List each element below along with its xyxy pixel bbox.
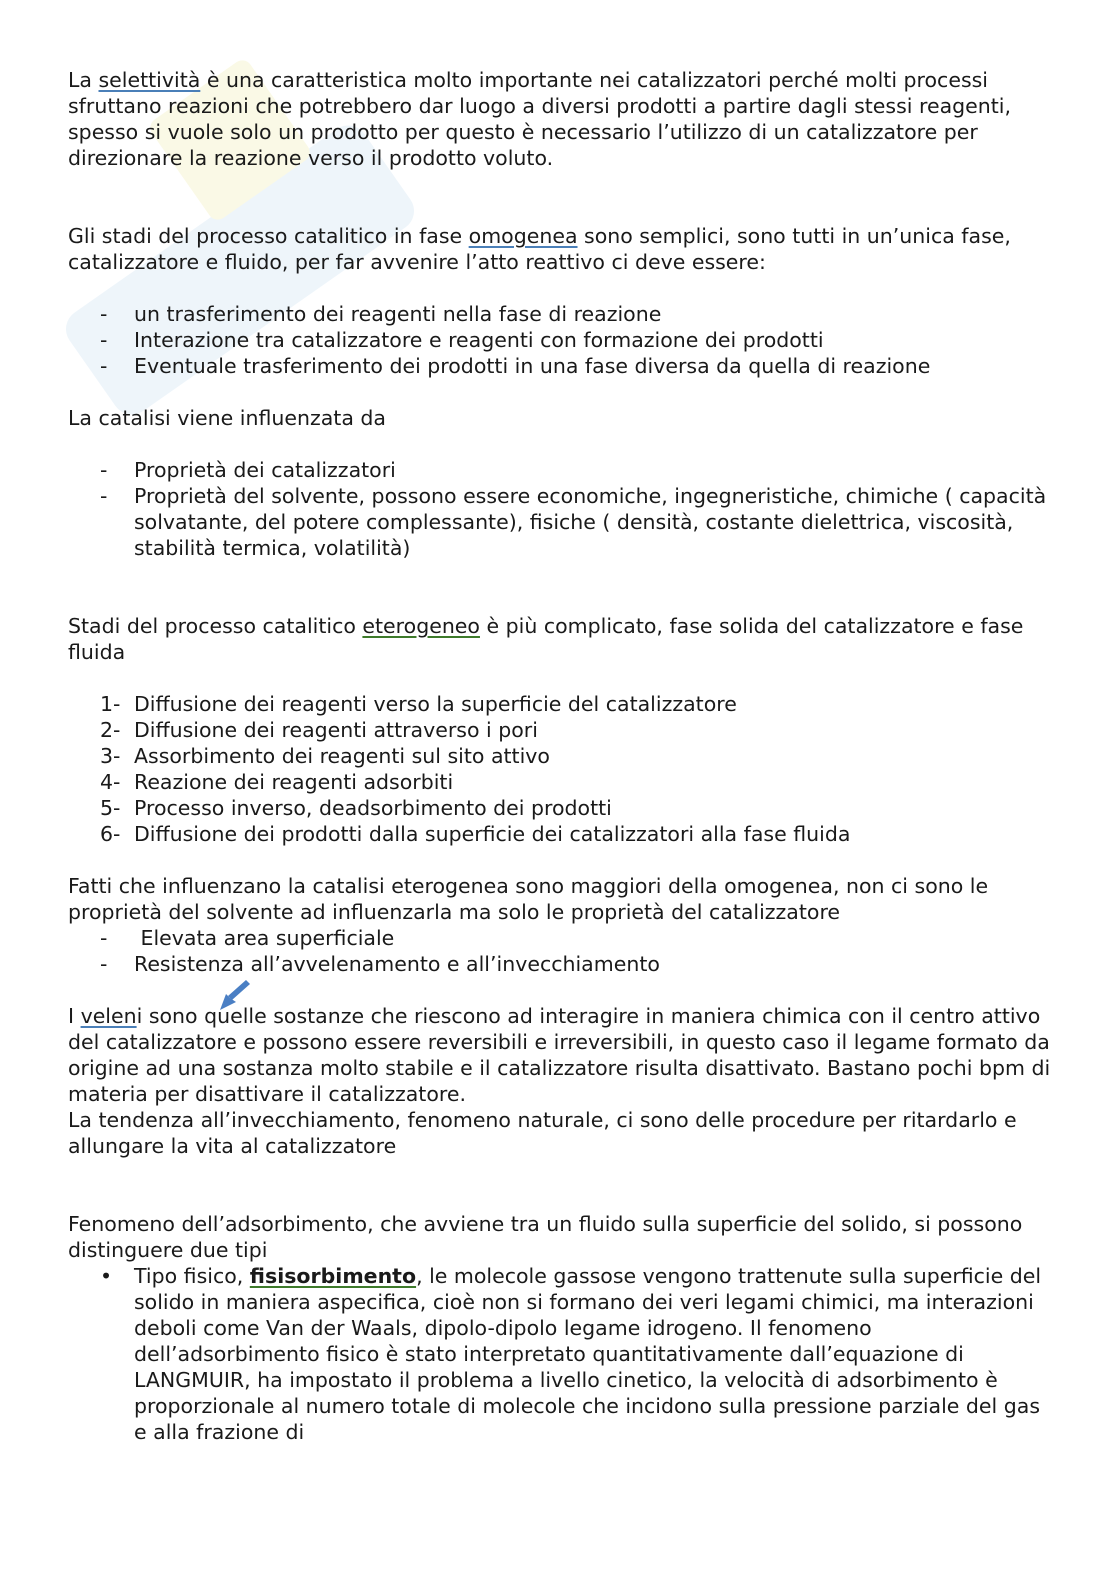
list-item <box>68 925 1058 951</box>
list-text: un trasferimento dei reagenti nella fase di reazione <box>134 302 662 326</box>
paragraph-selettivita <box>68 67 1058 171</box>
text: Gli stadi del processo catalitico in fase <box>68 224 469 248</box>
list-item <box>68 691 1058 717</box>
list-marker: - <box>100 302 108 326</box>
list-item <box>68 743 1058 769</box>
list-text: Assorbimento dei reagenti sul sito attivo <box>134 744 550 768</box>
list-text: Elevata area superficiale <box>134 926 395 950</box>
list-text: Interazione tra catalizzatore e reagenti con formazione dei prodotti <box>134 328 824 352</box>
list-influenze <box>68 457 1058 561</box>
list-marker: - <box>100 952 108 976</box>
list-marker: - <box>100 926 108 950</box>
list-item <box>68 795 1058 821</box>
list-omogenea <box>68 301 1058 379</box>
list-marker: - <box>100 458 108 482</box>
list-marker: 5- <box>100 796 121 820</box>
paragraph-fatti: Fatti che influenzano la catalisi eterogenea sono maggiori della omogenea, non ci sono le proprietà del solvente ad influenzarla ma solo le proprietà del catalizzatore <box>68 874 989 924</box>
list-marker: - <box>100 328 108 352</box>
list-item <box>68 457 1058 483</box>
paragraph-invecchiamento: La tendenza all’invecchiamento, fenomeno naturale, ci sono delle procedure per ritardarlo e allungare la vita al catalizzatore <box>68 1108 1017 1158</box>
list-item <box>68 821 1058 847</box>
list-marker: - <box>100 484 108 508</box>
list-text: Diffusione dei prodotti dalla superficie dei catalizzatori alla fase fluida <box>134 822 851 846</box>
list-adsorbimento <box>68 1263 1058 1445</box>
list-text: Proprietà del solvente, possono essere economiche, ingegneristiche, chimiche ( capacità solvatante, del potere complessante), fisiche ( densità, costante dielettrica, viscosità, stabilità termica, volatilità) <box>134 484 1047 560</box>
text: Stadi del processo catalitico <box>68 614 363 638</box>
list-stadi <box>68 691 1058 847</box>
list-marker: 1- <box>100 692 121 716</box>
paragraph-adsorbimento: Fenomeno dell’adsorbimento, che avviene tra un fluido sulla superficie del solido, si possono distinguere due tipi <box>68 1212 1023 1262</box>
text: è più complicato, fase solida del catalizzatore e fase fluida <box>68 614 1024 664</box>
list-marker: 3- <box>100 744 121 768</box>
list-text: Diffusione dei reagenti attraverso i pori <box>134 718 538 742</box>
text: è una caratteristica molto importante nei catalizzatori perché molti processi sfruttano reazioni che potrebbero dar luogo a diversi prodotti a partire dagli stessi reagenti, spesso si vuole solo un prodotto per questo è necessario l’utilizzo di un catalizzatore per direzionare la reazione verso il prodotto voluto. <box>68 68 1011 170</box>
list-item <box>68 1263 1058 1445</box>
term-veleni: velen <box>80 1004 137 1028</box>
term-eterogeneo: eterogeneo <box>362 614 480 638</box>
paragraph-catalisi: La catalisi viene influenzata da <box>68 406 386 430</box>
list-marker: 4- <box>100 770 121 794</box>
term-selettivita: selettività <box>98 68 201 92</box>
paragraph-eterogeneo <box>68 613 1058 665</box>
list-marker: 2- <box>100 718 121 742</box>
list-text: Proprietà dei catalizzatori <box>134 458 396 482</box>
bullet-icon: • <box>100 1264 113 1288</box>
list-fatti <box>68 925 1058 977</box>
list-marker: - <box>100 354 108 378</box>
list-text: Resistenza all’avvelenamento e all’invecchiamento <box>134 952 660 976</box>
list-text: Processo inverso, deadsorbimento dei prodotti <box>134 796 612 820</box>
text: , le molecole gassose vengono trattenute sulla superficie del solido in maniera aspecifica, cioè non si formano dei veri legami chimici, ma interazioni deboli come Van der Waals, dipolo-dipolo legame idrogeno. Il fenomeno dell’adsorbimento fisico è stato interpretato quantitativamente dall’equazione di LANGMUIR, ha impostato il problema a livello cinetico, la velocità di adsorbimento è proporzionale al numero totale di molecole che incidono sulla pressione parziale del gas e alla frazione di <box>134 1264 1042 1444</box>
list-item <box>68 327 1058 353</box>
text: sono semplici, sono tutti in un’unica fase, catalizzatore e fluido, per far avvenire l’atto reattivo ci deve essere: <box>68 224 1011 274</box>
text: I <box>68 1004 81 1028</box>
text: Tipo fisico, <box>134 1264 250 1288</box>
list-item <box>68 353 1058 379</box>
list-text: Reazione dei reagenti adsorbiti <box>134 770 454 794</box>
paragraph-veleni <box>68 1003 1058 1107</box>
list-text: Diffusione dei reagenti verso la superficie del catalizzatore <box>134 692 737 716</box>
list-item <box>68 301 1058 327</box>
list-item <box>68 483 1058 561</box>
document-page <box>68 67 1058 1445</box>
list-marker: 6- <box>100 822 121 846</box>
list-item <box>68 717 1058 743</box>
list-item <box>68 951 1058 977</box>
text: La <box>68 68 99 92</box>
list-item <box>68 769 1058 795</box>
term-fisisorbimento: fisisorbimento <box>249 1264 417 1288</box>
paragraph-omogenea <box>68 223 1058 275</box>
text: i sono quelle sostanze che riescono ad interagire in maniera chimica con il centro attivo del catalizzatore e possono essere reversibili e irreversibili, in questo caso il legame formato da origine ad una sostanza molto stabile e il catalizzatore risulta disattivato. Bastano pochi bpm di materia per disattivare il catalizzatore. <box>68 1004 1051 1106</box>
term-omogenea: omogenea <box>468 224 578 248</box>
list-text: Eventuale trasferimento dei prodotti in una fase diversa da quella di reazione <box>134 354 931 378</box>
